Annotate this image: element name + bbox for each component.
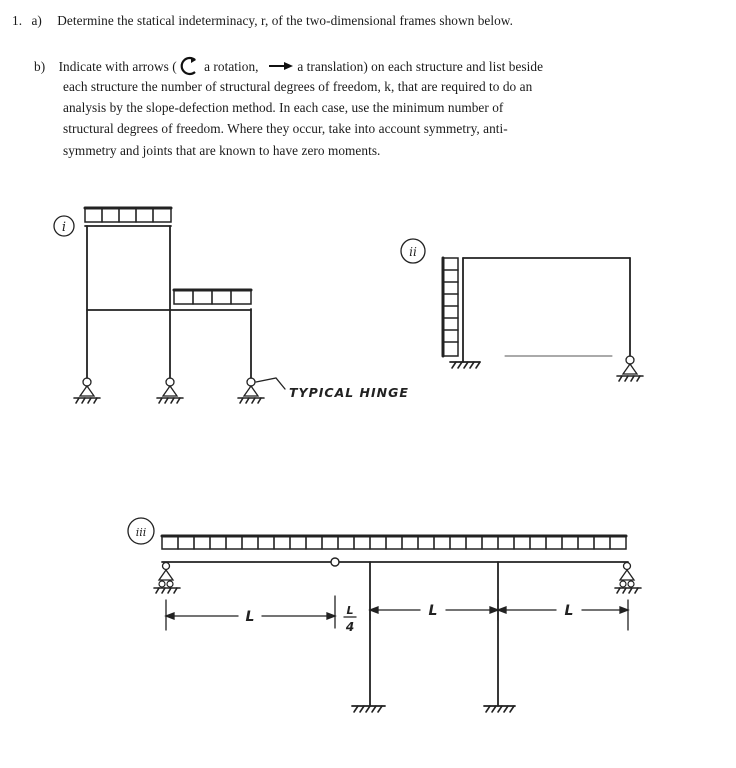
typical-hinge-label: TYPICAL HINGE: [289, 385, 409, 400]
fig3-span-label-3: L: [564, 603, 574, 619]
fig2-fixed-support: [450, 362, 480, 368]
part-b-line-2: a translation) on each structure and list beside: [297, 59, 544, 74]
question-b-line-4: structural degrees of freedom. Where they occur, take into account symmetry, anti-: [63, 121, 508, 136]
fig3-dimensions: [166, 596, 628, 630]
fig3-fixed-support-left: [352, 706, 385, 712]
fig3-fixed-support-right: [484, 706, 515, 712]
figure-iii-label: iii: [135, 526, 147, 539]
part-b-label: b): [34, 59, 46, 74]
question-b-line-3: analysis by the slope-defection method. In each case, use the minimum number of: [63, 100, 504, 115]
figure-ii-label: ii: [409, 245, 417, 259]
figure-ii: [401, 239, 643, 381]
fig3-offset-denominator: 4: [345, 620, 355, 634]
question-number: 1.: [12, 13, 23, 28]
fig1-lower-load: [174, 290, 251, 304]
question-b-line-2: each structure the number of structural degrees of freedom, k, that are required to do an: [63, 79, 533, 94]
fig1-support-left: [74, 378, 100, 403]
fig2-pin-support: [617, 356, 643, 381]
fig2-lateral-load: [443, 258, 458, 356]
fig1-support-middle: [157, 378, 183, 403]
fig3-roller-support-left: [154, 563, 180, 594]
part-a-text: Determine the statical indeterminacy, r, of the two-dimensional frames shown below.: [57, 13, 513, 28]
hinge-leader-line: [256, 378, 285, 389]
fig1-top-load: [85, 208, 171, 222]
fig3-offset-numerator: L: [346, 604, 354, 617]
fig3-internal-hinge: [331, 558, 339, 566]
figure-i-label: i: [61, 220, 67, 235]
fig3-span-label-2: L: [428, 603, 438, 619]
fig3-distributed-load: [162, 536, 626, 549]
fig3-roller-support-right: [615, 563, 641, 594]
fig3-span-label-1: L: [245, 609, 255, 625]
part-b-line-0: Indicate with arrows (: [58, 59, 177, 74]
part-a-label: a): [31, 13, 42, 28]
part-b-line-1: a rotation,: [204, 59, 259, 74]
figure-i: [54, 208, 409, 403]
question-b-line-5: symmetry and joints that are known to have zero moments.: [63, 143, 381, 158]
figure-iii: [128, 518, 641, 712]
